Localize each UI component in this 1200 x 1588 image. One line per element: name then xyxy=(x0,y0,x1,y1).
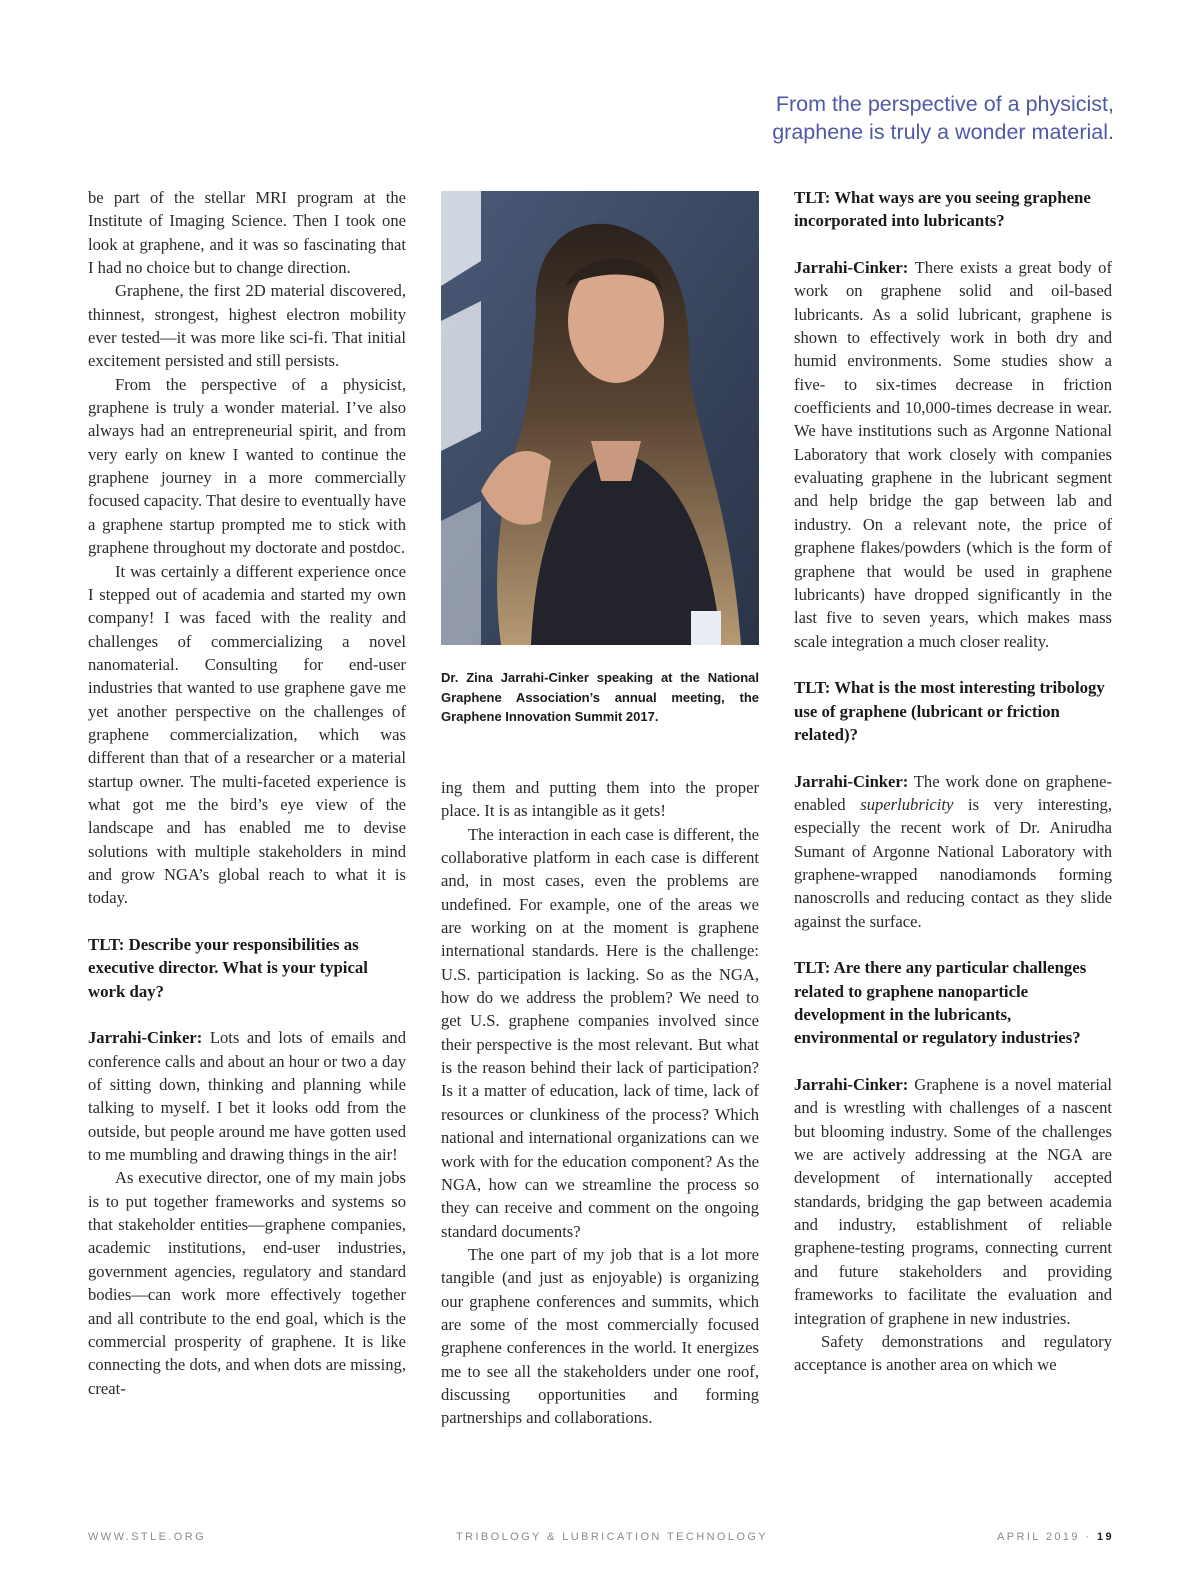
paragraph: be part of the stellar MRI program at the Institute of Imaging Science. Then I took one look at graphene, and it was so fascinating that I had no choice but to change direction. xyxy=(88,188,406,278)
footer-separator: · xyxy=(1085,1531,1092,1543)
pull-quote-line-1: From the perspective of a physicist, xyxy=(775,92,1114,116)
footer-website: WWW.STLE.ORG xyxy=(88,1531,207,1543)
interview-question: TLT: What is the most interesting tribology use of graphene (lubricant or friction related)? xyxy=(794,678,1105,744)
interview-answer xyxy=(794,1073,1112,1330)
speaker-name: Jarrahi-Cinker: xyxy=(88,1028,203,1048)
photo-caption: Dr. Zina Jarrahi-Cinker speaking at the National Graphene Association’s annual meeting, the Graphene Innovation Summit 2017. xyxy=(441,670,759,724)
interview-question: TLT: Are there any particular challenges related to graphene nanoparticle development in the lubricants, environmental or regulatory industries? xyxy=(794,958,1087,1048)
footer-date-page xyxy=(997,1531,1114,1543)
pull-quote xyxy=(514,90,1114,146)
answer-text: There exists a great body of work on graphene solid and oil-based lubricants. As a solid lubricant, graphene is shown to effectively work in both dry and humid environments. Some studies show a five- to six-times decrease in friction coefficients and 10,000-times decrease in wear. We have institutions such as Argonne National Laboratory that work closely with companies evaluating graphene in the lubricant segment and help bridge the gap between lab and industry. On a relevant note, the price of graphene flakes/powders (which is the form of graphene that would be used in graphene lubricants) have dropped significantly in the last five to seven years, which makes mass scale integration a much closer reality. xyxy=(794,258,1112,651)
footer-date: APRIL 2019 xyxy=(997,1531,1080,1543)
page-number: 19 xyxy=(1096,1531,1114,1543)
speaker-photo xyxy=(441,191,759,645)
interview-question: TLT: Describe your responsibilities as executive director. What is your typical work day? xyxy=(88,935,368,1001)
interview-answer xyxy=(794,770,1112,933)
emphasis-term: superlubricity xyxy=(860,794,954,814)
speaker-photo-image xyxy=(441,191,759,645)
column-left xyxy=(88,186,406,1400)
answer-text: The work done on graphene-enabled xyxy=(794,771,1112,814)
interview-answer xyxy=(794,256,1112,653)
speaker-name: Jarrahi-Cinker: xyxy=(794,771,909,791)
paragraph: The interaction in each case is different, the collaborative platform in each case is different and, in most cases, even the problems are undefined. For example, one of the areas we are working on at the moment is graphene international standards. Here is the challenge: U.S. participation is lacking. So as the NGA, how do we address the problem? We need to get U.S. graphene companies involved since their perspective is the most relevant. But what is the reason behind their lack of participation? Is it a matter of education, lack of time, lack of resources or clunkiness of the process? Which national and international organizations can we work with for the education component? As the NGA, how can we streamline the process so they can receive and comment on the ongoing standard documents? xyxy=(441,824,759,1241)
paragraph: As executive director, one of my main jobs is to put together frameworks and systems so that stakeholder entities—graphene companies, academic institutions, end-user industries, government agencies, regulatory and standard bodies—can work more effectively together and all contribute to the end goal, which is the commercial prosperity of graphene. It is like connecting the dots, and when dots are missing, creat- xyxy=(88,1168,406,1398)
paragraph: It was certainly a different experience once I stepped out of academia and started my own company! I was faced with the reality and challenges of commercializing a novel nanomaterial. Consulting for end-user industries that wanted to use graphene gave me yet another perspective on the challenges of graphene commercialization, which was different than that of a researcher or a material startup owner. The multi-faceted experience is what got me the bird’s eye view of the landscape and has enabled me to devise solutions with multiple stakeholders in mind and grow NGA’s global reach to what it is today. xyxy=(88,561,406,908)
speaker-name: Jarrahi-Cinker: xyxy=(794,258,909,278)
column-middle xyxy=(441,776,759,1430)
paragraph: ing them and putting them into the proper place. It is as intangible as it gets! xyxy=(441,778,759,821)
paragraph: From the perspective of a physicist, graphene is truly a wonder material. I’ve also always had an entrepreneurial spirit, and from very early on knew I wanted to continue the graphene journey in a more commercially focused capacity. That desire to eventually have a graphene startup prompted me to stick with graphene throughout my doctorate and postdoc. xyxy=(88,374,406,558)
pull-quote-line-2: graphene is truly a wonder material. xyxy=(772,120,1114,144)
footer-publication: TRIBOLOGY & LUBRICATION TECHNOLOGY xyxy=(456,1531,769,1543)
paragraph: Safety demonstrations and regulatory acceptance is another area on which we xyxy=(794,1331,1112,1375)
paragraph: The one part of my job that is a lot more tangible (and just as enjoyable) is organizing our graphene conferences and summits, which are some of the most commercially focused graphene conferences in the world. It energizes me to see all the stakeholders under one roof, discussing opportunities and forming partnerships and collaborations. xyxy=(441,1244,759,1428)
answer-text: is very interesting, especially the recent work of Dr. Anirudha Sumant of Argonne National Laboratory with graphene-wrapped nanodiamonds forming nanoscrolls and reducing contact as they slide against the surface. xyxy=(794,794,1112,931)
column-right xyxy=(794,186,1112,1377)
speaker-name: Jarrahi-Cinker: xyxy=(794,1075,909,1095)
answer-text: Lots and lots of emails and conference calls and about an hour or two a day of sitting down, thinking and planning while talking to myself. I bet it looks odd from the outside, but people around me have gotten used to me mumbling and drawing things in the air! xyxy=(88,1028,406,1165)
paragraph: Graphene, the first 2D material discovered, thinnest, strongest, highest electron mobility ever tested—it was more like sci-fi. That initial excitement persisted and still persists. xyxy=(88,281,406,371)
answer-text: Graphene is a novel material and is wrestling with challenges of a nascent but blooming industry. Some of the challenges we are actively addressing at the NGA are development of internationally accepted standards, bridging the gap between academia and industry, establishment of reliable graphene-testing programs, connecting current and future stakeholders and providing frameworks to facilitate the evaluation and integration of graphene in new industries. xyxy=(794,1075,1112,1328)
interview-answer xyxy=(88,1026,406,1166)
interview-question: TLT: What ways are you seeing graphene incorporated into lubricants? xyxy=(794,188,1091,231)
